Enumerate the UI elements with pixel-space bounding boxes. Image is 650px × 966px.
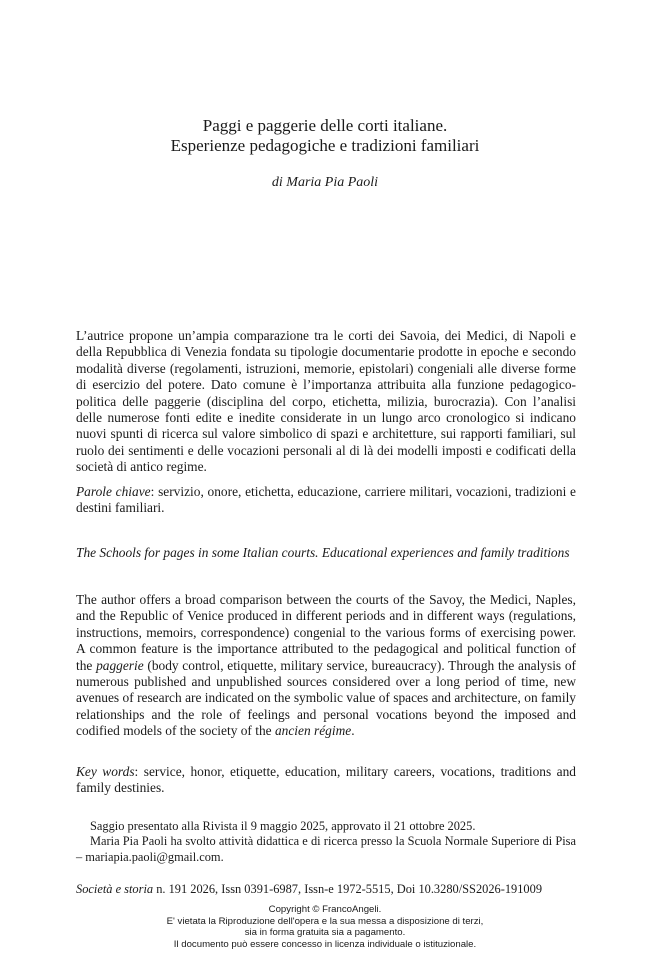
copyright-line3: sia in forma gratuita sia a pagamento. bbox=[244, 927, 406, 939]
abstract-english-italic2: ancien régime bbox=[274, 723, 352, 739]
abstract-english-part1: The author offers a broad comparison between the courts of the Savoy, the Medici, Naples, and the Republic of Venice produced in different periods and in different ways (regulations, instructions, memoirs, correspondence) congenial to the various forms of exercising power. A common feature is the importance attributed to the pedagogical and political function of the bbox=[76, 592, 576, 673]
article-title bbox=[60, 116, 590, 156]
keywords-english-label: Key words bbox=[76, 764, 135, 779]
journal-name: Società e storia bbox=[76, 882, 154, 896]
abstract-english-part2: (body control, etiquette, military service, bureaucracy). Through the analysis of numerous published and unpublished sources considered over a long period of time, new avenues of research are indicated on the symbolic value of spaces and architecture, on family relationships and the role of feelings and personal vocations beyond the imposed and codified models of the society of the bbox=[76, 657, 576, 739]
journal-citation bbox=[76, 881, 576, 897]
keywords-italian-label: Parole chiave bbox=[76, 484, 151, 499]
copyright-notice bbox=[80, 904, 570, 950]
keywords-english bbox=[76, 764, 576, 797]
article-author: di Maria Pia Paoli bbox=[271, 175, 379, 190]
article-title-line2: Esperienze pedagogiche e tradizioni familiari bbox=[170, 136, 480, 155]
keywords-italian-list: : servizio, onore, etichetta, educazione, carriere militari, vocazioni, tradizioni e destini familiari. bbox=[76, 484, 576, 516]
author-info-note: Maria Pia Paoli ha svolto attività didattica e di ricerca presso la Scuola Normale Superiore di Pisa – mariapia.paoli@gmail.com. bbox=[76, 834, 576, 864]
english-title: The Schools for pages in some Italian courts. Educational experiences and family traditions bbox=[76, 545, 570, 560]
abstract-english-part3: . bbox=[351, 723, 355, 739]
abstract-english bbox=[76, 592, 576, 740]
copyright-line1: Copyright © FrancoAngeli. bbox=[268, 904, 382, 915]
abstract-italian: L’autrice propone un’ampia comparazione tra le corti dei Savoia, dei Medici, di Napoli e della Repubblica di Venezia fondata su tipologie documentarie prodotte in epoche e secondo modalità diverse (regolamenti, istruzioni, memorie, epistolari) congeniali alle diverse forme di esercizio del potere. Dato comune è l’importanza attribuita alla funzione pedagogico-politica delle paggerie (disciplina del corpo, etichetta, milizia, burocrazia). Con l’analisi delle numerose fonti edite e inedite considerate in un lungo arco cronologico si indicano nuovi spunti di ricerca sul valore simbolico di spazi e architetture, sui rapporti familiari, sul ruolo dei sentimenti e delle vocazioni personali al di là dei modelli imposti e codificati della società di antico regime. bbox=[76, 328, 576, 475]
keywords-english-list: : service, honor, etiquette, education, military careers, vocations, traditions and family destinies. bbox=[76, 764, 576, 796]
copyright-line4: Il documento può essere concesso in licenza individuale o istituzionale. bbox=[173, 938, 477, 950]
abstract-english-italic1: paggerie bbox=[96, 657, 144, 673]
copyright-line2: E' vietata la Riproduzione dell'opera e la sua messa a disposizione di terzi, bbox=[166, 915, 484, 927]
article-title-line1: Paggi e paggerie delle corti italiane. bbox=[202, 116, 448, 135]
citation-details: n. 191 2026, Issn 0391-6987, Issn-e 1972-5515, Doi 10.3280/SS2026-191009 bbox=[153, 882, 543, 896]
keywords-italian bbox=[76, 484, 576, 517]
submission-note: Saggio presentato alla Rivista il 9 maggio 2025, approvato il 21 ottobre 2025. bbox=[90, 819, 476, 833]
